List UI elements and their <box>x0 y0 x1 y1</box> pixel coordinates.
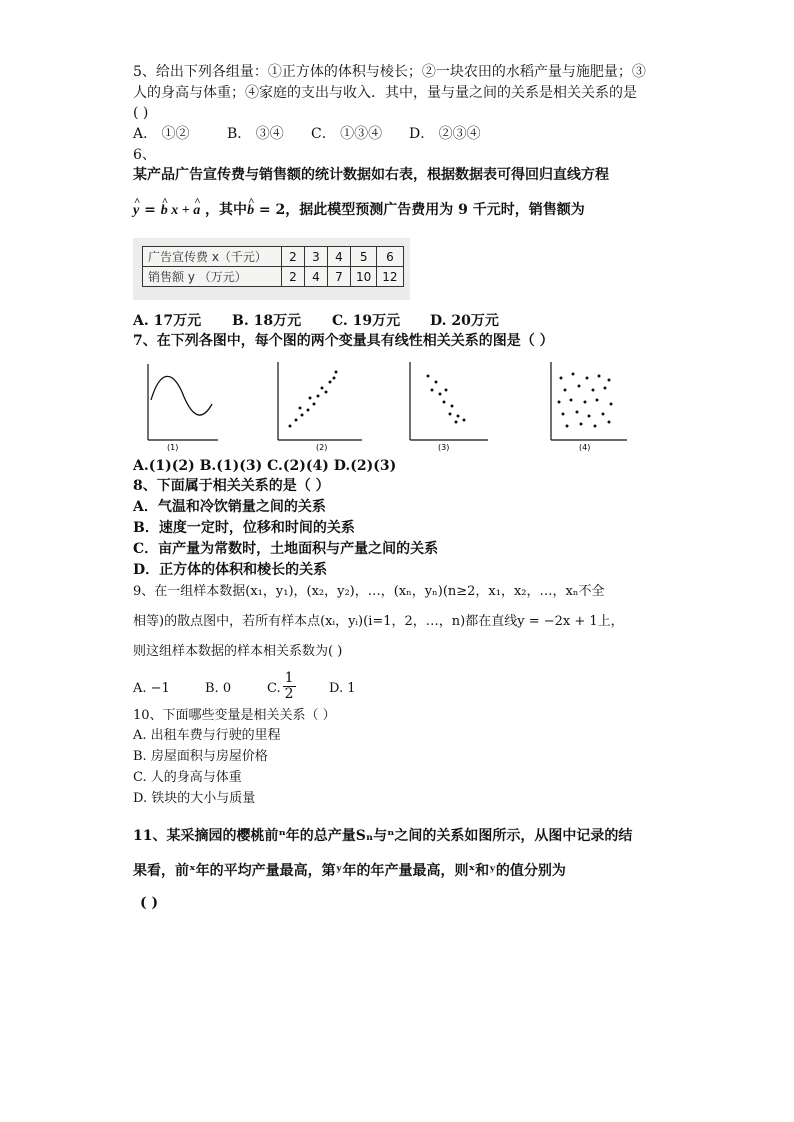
table-cell: 2 <box>282 247 305 267</box>
q5-options <box>133 124 481 144</box>
graph-4-random-scatter <box>543 360 631 452</box>
q11-line-1: 11、某采摘园的樱桃前ⁿ年的总产量Sₙ与ⁿ之间的关系如图所示，从图中记录的结 <box>133 828 633 844</box>
q5-option-c[interactable]: C． ①③④ <box>311 126 383 142</box>
q6-eq-tail-2: = 2，据此模型预测广告费用为 9 千元时，销售额为 <box>254 202 585 218</box>
fraction-numerator: 1 <box>284 670 294 686</box>
q6-eq-mid: = <box>139 202 161 218</box>
table-cell: 10 <box>351 267 377 287</box>
q6-number: 6、 <box>133 147 156 163</box>
q6-option-a[interactable]: A. 17万元 <box>133 313 202 329</box>
q8-option-d[interactable]: D．正方体的体积和棱长的关系 <box>133 562 328 578</box>
q9-option-c-label: C. <box>267 681 281 696</box>
q9-line-1: 9、在一组样本数据(x₁，y₁)，(x₂，y₂)，…，(xₙ，yₙ)(n≥2，x₁，x₂，…，xₙ不全 <box>133 584 605 599</box>
table-cell: 7 <box>328 267 351 287</box>
q6-data-table <box>142 246 404 287</box>
q8-option-b[interactable]: B．速度一定时，位移和时间的关系 <box>133 520 355 536</box>
graph-4-caption: (4) <box>579 443 591 452</box>
graph-1-sine-curve <box>138 360 220 452</box>
q6-eq-y: ^ y <box>133 201 139 221</box>
table-row <box>143 267 404 287</box>
table-cell: 5 <box>351 247 377 267</box>
q5-line-3: ( ) <box>133 105 149 121</box>
q10-option-c[interactable]: C. 人的身高与体重 <box>133 770 242 785</box>
q10-option-b[interactable]: B. 房屋面积与房屋价格 <box>133 749 268 764</box>
q6-eq-x: x + <box>167 203 194 218</box>
q9-option-c-fraction <box>283 671 296 702</box>
q6-option-d[interactable]: D. 20万元 <box>430 313 499 329</box>
q11-line-2: 果看，前ˣ年的平均产量最高，第ʸ年的年产量最高，则ˣ和ʸ的值分别为 <box>133 863 566 879</box>
q7-options[interactable]: A.(1)(2) B.(1)(3) C.(2)(4) D.(2)(3) <box>133 458 397 474</box>
q9-option-c[interactable] <box>267 670 329 704</box>
table-cell: 4 <box>305 267 328 287</box>
graph-2-caption: (2) <box>316 443 328 452</box>
q9-line-3: 则这组样本数据的样本相关系数为( ) <box>133 644 343 659</box>
q5-option-b[interactable]: B． ③④ <box>227 126 284 142</box>
table-cell: 2 <box>282 267 305 287</box>
graph-3-caption: (3) <box>438 443 450 452</box>
q8-option-a[interactable]: A．气温和冷饮销量之间的关系 <box>133 499 326 515</box>
q6-option-b[interactable]: B. 18万元 <box>232 313 302 329</box>
q10-text: 10、下面哪些变量是相关关系（ ） <box>133 708 336 723</box>
table-cell: 4 <box>328 247 351 267</box>
graph-2-positive-scatter <box>270 360 365 452</box>
table-cell: 6 <box>377 247 403 267</box>
table-header-x: 广告宣传费 x（千元） <box>143 247 282 267</box>
q7-text: 7、在下列各图中，每个图的两个变量具有线性相关关系的图是（ ） <box>133 333 554 349</box>
q10-option-a[interactable]: A. 出租车费与行驶的里程 <box>133 728 281 743</box>
q5-line-1: 5、给出下列各组量：①正方体的体积与棱长；②一块农田的水稻产量与施肥量；③ <box>133 64 646 80</box>
q8-option-c[interactable]: C．亩产量为常数时，土地面积与产量之间的关系 <box>133 541 439 557</box>
fraction-denominator: 2 <box>284 686 294 702</box>
q11-line-3: ( ) <box>140 895 159 911</box>
table-cell: 3 <box>305 247 328 267</box>
q6-eq-b2: ^ b <box>247 201 254 221</box>
q6-eq-tail-1: ，其中 <box>200 202 248 218</box>
q9-options <box>133 670 356 704</box>
q5-option-a[interactable]: A． ①② <box>133 126 190 142</box>
q5-option-d[interactable]: D． ②③④ <box>409 126 481 142</box>
q9-line-2: 相等)的散点图中，若所有样本点(xᵢ，yᵢ)(i=1，2，…，n)都在直线y = −2x + 1上， <box>133 614 624 629</box>
q6-eq-a: ^ a <box>193 201 200 221</box>
graph-3-negative-scatter <box>402 360 492 452</box>
q9-option-a[interactable]: A. −1 <box>133 681 170 696</box>
q9-option-b[interactable]: B. 0 <box>205 681 232 696</box>
q8-text: 8、下面属于相关关系的是（ ） <box>133 478 330 494</box>
q6-equation-line <box>133 200 585 221</box>
q6-options <box>133 311 499 331</box>
q5-line-2: 人的身高与体重；④家庭的支出与收入．其中，量与量之间的关系是相关关系的是 <box>133 85 637 101</box>
table-row <box>143 247 404 267</box>
table-header-y: 销售额 y （万元） <box>143 267 282 287</box>
q6-line-1: 某产品广告宣传费与销售额的统计数据如右表，根据数据表可得回归直线方程 <box>133 167 609 183</box>
graph-1-caption: (1) <box>167 443 179 452</box>
table-cell: 12 <box>377 267 403 287</box>
q6-option-c[interactable]: C. 19万元 <box>332 313 401 329</box>
q9-option-d[interactable]: D. 1 <box>329 681 356 696</box>
q10-option-d[interactable]: D. 铁块的大小与质量 <box>133 791 256 806</box>
q6-eq-b: ^ b <box>161 201 168 221</box>
